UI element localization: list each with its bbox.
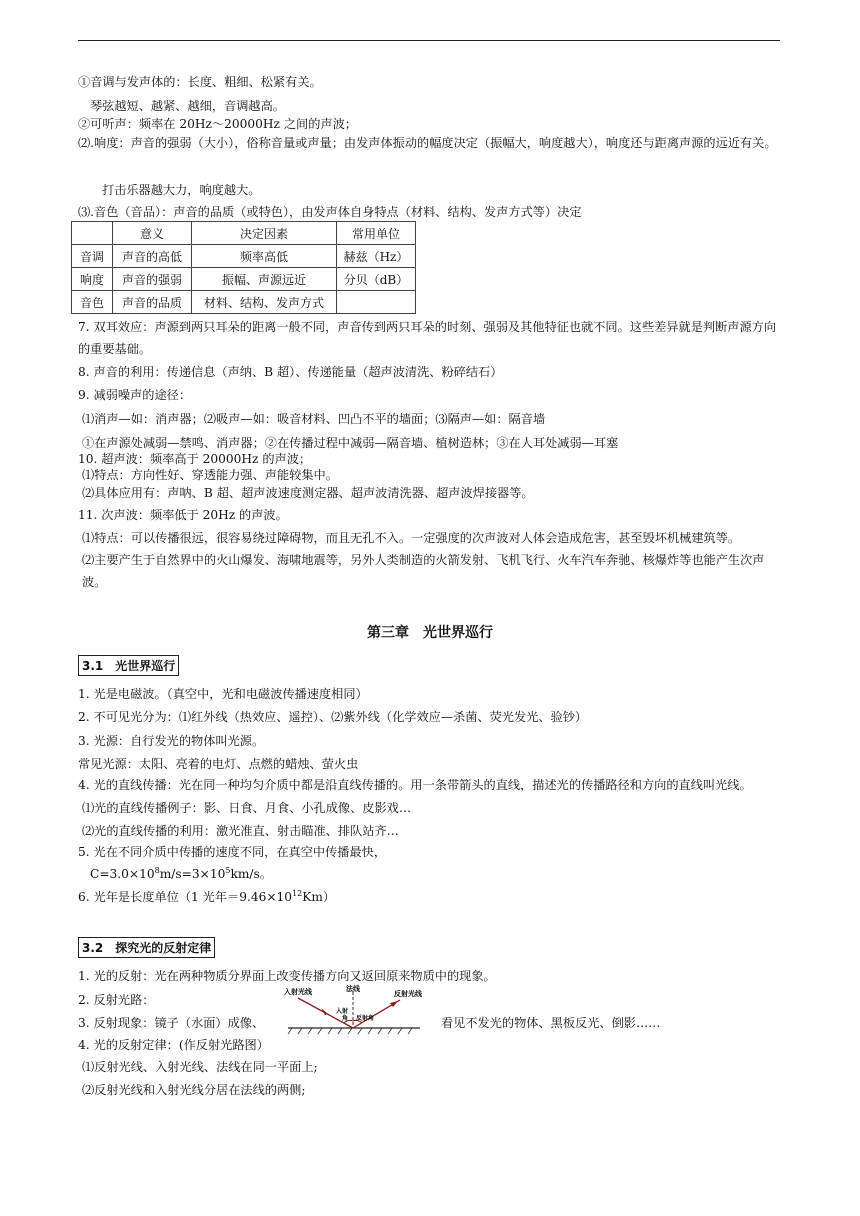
text-line: ⑵具体应用有：声呐、B 超、超声波速度测定器、超声波清洗器、超声波焊接器等。	[82, 486, 534, 500]
sound-properties-table	[71, 221, 416, 314]
text-line: 9. 减弱噪声的途径：	[78, 388, 192, 402]
table-cell: 声音的高低	[113, 245, 192, 268]
text-line: ⑴特点：方向性好、穿透能力强、声能较集中。	[82, 468, 338, 482]
formula-line: 6. 光年是长度单位（1 光年$=9.46\times 10^{12}Km$）	[78, 889, 336, 904]
table-row	[72, 245, 416, 268]
text-line: 打击乐器越大力，响度越大。	[102, 183, 261, 197]
reflected-label: 反射光线	[394, 990, 422, 998]
text-line: 2. 反射光路：	[78, 993, 155, 1007]
table-cell: 常用单位	[337, 222, 416, 245]
text-line: 4. 光的直线传播：光在同一种均匀介质中都是沿直线传播的。用一条带箭头的直线，描述光的传播路径和方向的直线叫光线。	[78, 778, 752, 792]
text-line: 2. 不可见光分为：⑴红外线（热效应、遥控）、⑵紫外线（化学效应—杀菌、荧光发光、验钞）	[78, 710, 588, 724]
text-line: 1. 光的反射：光在两种物质分界面上改变传播方向又返回原来物质中的现象。	[78, 969, 496, 983]
table-row	[72, 268, 416, 291]
table-cell: 频率高低	[192, 245, 337, 268]
table-row	[72, 291, 416, 314]
table-cell	[72, 222, 113, 245]
text-line: ①音调与发声体的：长度、粗细、松紧有关。	[78, 75, 322, 89]
table-cell: 赫兹（Hz）	[337, 245, 416, 268]
normal-label: 法线	[346, 985, 360, 993]
text-line: 常见光源：太阳、亮着的电灯、点燃的蜡烛、萤火虫	[78, 757, 359, 771]
reflected-arrow	[390, 1001, 398, 1007]
formula-line: $C=3.0\times 10^8m/s=3\times 10^5km/s$。	[90, 866, 272, 881]
incident-label: 入射光线	[284, 988, 312, 996]
text-line: 3. 反射现象：镜子（水面）成像、	[78, 1016, 265, 1030]
incident-angle-label: 入射	[336, 1008, 349, 1015]
table-header-row	[72, 222, 416, 245]
incident-angle-label-2: 角	[342, 1015, 349, 1022]
text-line: 4. 光的反射定律：(作反射光路图）	[78, 1038, 269, 1052]
reflection-diagram	[280, 984, 430, 1036]
text-line: 看见不发光的物体、黑板反光、倒影……	[441, 1016, 661, 1030]
table-cell: 声音的强弱	[113, 268, 192, 291]
table-cell: 材料、结构、发声方式	[192, 291, 337, 314]
text-line: ②可听声：频率在 20Hz～20000Hz 之间的声波；	[78, 117, 357, 131]
text-line: ①在声源处减弱—禁鸣、消声器；②在传播过程中减弱—隔音墙、植树造林；③在人耳处减弱—耳塞	[82, 436, 619, 450]
table-cell: 振幅、声源远近	[192, 268, 337, 291]
text-line: 3. 光源：自行发光的物体叫光源。	[78, 734, 265, 748]
mirror-hatching	[288, 1028, 412, 1034]
text-line: ⑴反射光线、入射光线、法线在同一平面上;	[82, 1060, 318, 1074]
table-cell: 声音的品质	[113, 291, 192, 314]
text-line: ⑴光的直线传播例子：影、日食、月食、小孔成像、皮影戏…	[82, 801, 412, 815]
table-cell: 意义	[113, 222, 192, 245]
text-line: ⑴消声—如：消声器；⑵吸声—如：吸音材料、凹凸不平的墙面；⑶隔声—如：隔音墙	[82, 412, 546, 426]
text-line: ⑵光的直线传播的利用：激光准直、射击瞄准、排队站齐…	[82, 824, 399, 838]
text-line: ⑶.音色（音品）：声音的品质（或特色），由发声体自身特点（材料、结构、发声方式等）决定	[78, 205, 582, 219]
text-line: ⑴特点：可以传播很远，很容易绕过障碍物，而且无孔不入。一定强度的次声波对人体会造成危害，甚至毁坏机械建筑等。	[82, 531, 741, 545]
table-cell: 音色	[72, 291, 113, 314]
table-cell: 决定因素	[192, 222, 337, 245]
text-line: 10. 超声波：频率高于 20000Hz 的声波；	[78, 452, 312, 466]
section-heading: 3.2 探究光的反射定律	[78, 937, 215, 958]
text-line: 5. 光在不同介质中传播的速度不同，在真空中传播最快，	[78, 845, 387, 859]
text-line: 11. 次声波：频率低于 20Hz 的声波。	[78, 508, 288, 522]
reflected-angle-label: 反射角	[356, 1015, 375, 1022]
text-line: 8. 声音的利用：传递信息（声纳、B 超）、传递能量（超声波清洗、粉碎结石）	[78, 365, 503, 379]
table-cell: 响度	[72, 268, 113, 291]
text-line: 琴弦越短、越紧、越细，音调越高。	[90, 99, 285, 113]
table-cell: 分贝（dB）	[337, 268, 416, 291]
header-rule	[78, 40, 780, 41]
table-cell: 音调	[72, 245, 113, 268]
text-line: ⑵反射光线和入射光线分居在法线的两侧;	[82, 1083, 306, 1097]
chapter-title: 第三章 光世界巡行	[367, 625, 493, 641]
section-heading: 3.1 光世界巡行	[78, 655, 179, 676]
text-paragraph: ⑵.响度：声音的强弱（大小），俗称音量或声量；由发声体振动的幅度决定（振幅大，响度越大），响度还与距离声源的远近有关。	[78, 136, 777, 150]
text-paragraph: ⑵主要产生于自然界中的火山爆发、海啸地震等，另外人类制造的火箭发射、飞机飞行、火车汽车奔驰、核爆炸等也能产生次声波。	[82, 553, 765, 589]
table-cell	[337, 291, 416, 314]
text-paragraph: 7. 双耳效应：声源到两只耳朵的距离一般不同，声音传到两只耳朵的时刻、强弱及其他特征也就不同。这些差异就是判断声源方向的重要基础。	[78, 320, 777, 356]
text-line: 1. 光是电磁波。（真空中，光和电磁波传播速度相同）	[78, 687, 368, 701]
